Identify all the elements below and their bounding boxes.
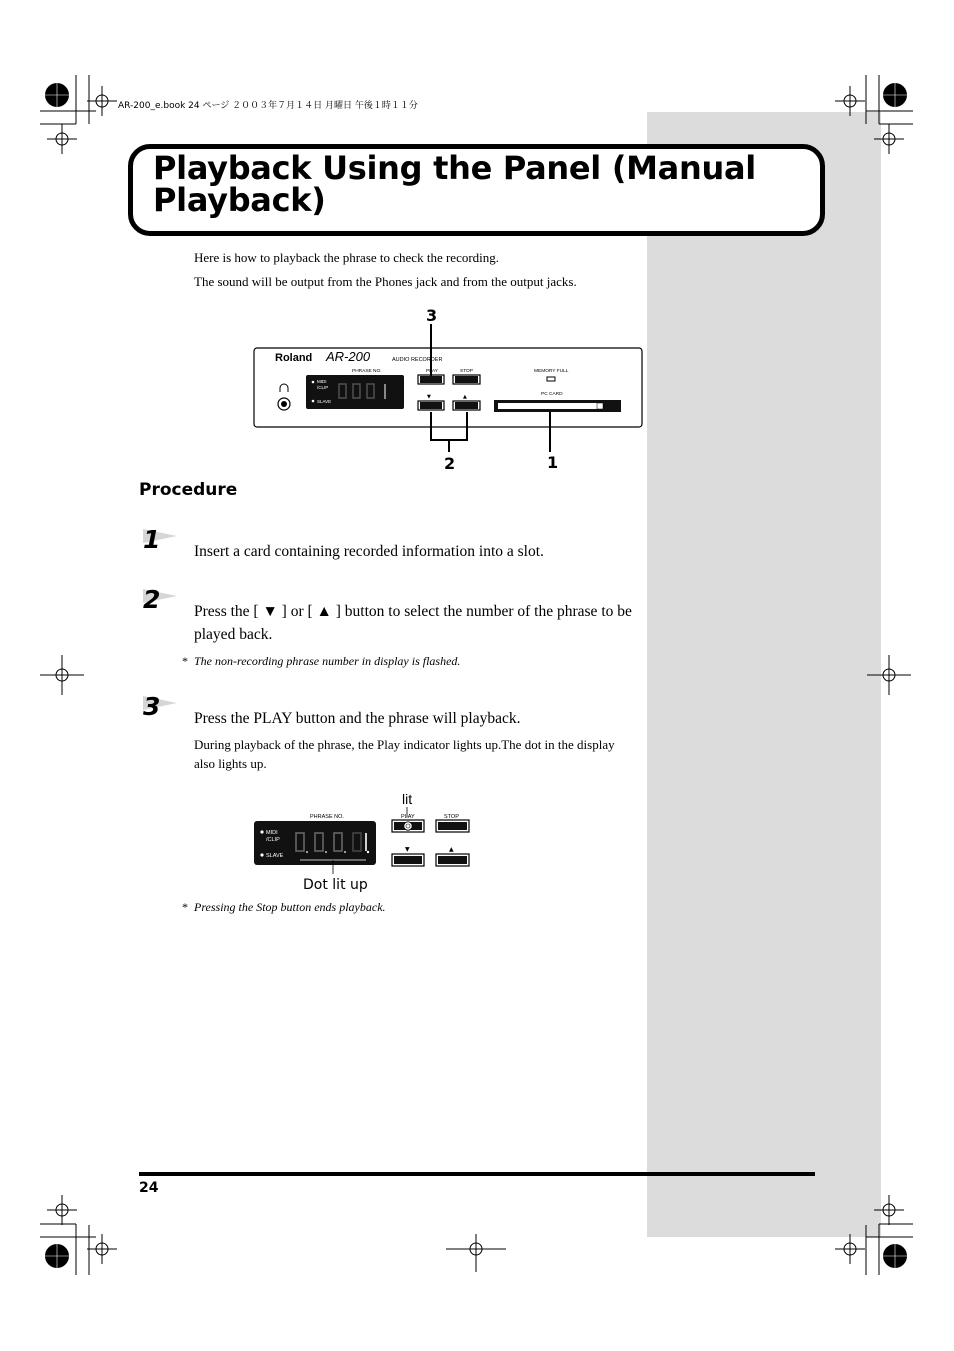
step-3-number: 3 — [143, 692, 161, 721]
midi-label: MIDI — [317, 379, 327, 384]
panel-figure — [250, 300, 650, 480]
dot-lit-label: Dot lit up — [303, 877, 368, 893]
step-2-text: Press the [ ▼ ] or [ ▲ ] button to select the number of the phrase to be played back. — [194, 603, 632, 643]
detail-phrase-no-label: PHRASE NO. — [310, 814, 344, 820]
step-2-note: The non-recording phrase number in display is flashed. — [194, 654, 461, 668]
procedure-heading: Procedure — [139, 480, 238, 500]
step-1-text: Insert a card containing recorded information into a slot. — [194, 543, 544, 560]
slave-label: SLAVE — [317, 399, 332, 404]
phrase-no-label: PHRASE NO. — [352, 369, 382, 374]
detail-down-label: ▼ — [405, 846, 410, 853]
detail-up-label: ▲ — [449, 846, 454, 853]
phones-jack — [278, 398, 290, 410]
model-name: AR-200 — [326, 349, 371, 364]
up-arrow-label: ▲ — [463, 394, 467, 400]
model-suffix: AUDIO RECORDER — [392, 357, 443, 363]
file-header-meta: AR-200_e.book 24 ページ ２００３年７月１４日 月曜日 午後１時１１分 — [118, 101, 418, 111]
memory-full-led — [547, 377, 555, 381]
lit-label: lit — [402, 791, 413, 807]
down-arrow-label: ▼ — [427, 394, 431, 400]
detail-clip-label: /CLIP — [266, 837, 280, 843]
intro-line-2: The sound will be output from the Phones jack and from the output jacks. — [194, 274, 577, 289]
memory-full-label: MEMORY FULL — [534, 369, 569, 374]
page-title: Playback Using the Panel (Manual Playback) — [153, 149, 756, 219]
step-2-number: 2 — [143, 585, 161, 614]
callout-1: 1 — [547, 453, 559, 472]
brand-logo: Roland — [275, 352, 313, 364]
final-note: Pressing the Stop button ends playback. — [194, 900, 386, 914]
step-2-note-mark: * — [182, 654, 188, 668]
detail-stop-label: STOP — [444, 814, 459, 820]
detail-slave-label: SLAVE — [266, 853, 284, 859]
callout-2: 2 — [444, 454, 456, 473]
play-indicator-lit — [404, 822, 412, 830]
clip-label: /CLIP — [317, 385, 329, 390]
play-label: PLAY — [426, 369, 438, 374]
detail-figure — [250, 788, 480, 898]
intro-line-1: Here is how to playback the phrase to check the recording. — [194, 250, 500, 265]
final-note-mark: * — [182, 900, 188, 914]
detail-play-label: PLAY — [401, 814, 415, 820]
page-number: 24 — [139, 1180, 159, 1196]
stop-label: STOP — [460, 369, 473, 374]
footer-rule — [139, 1172, 815, 1176]
step-3-detail: During playback of the phrase, the Play indicator lights up.The dot in the display also lights up. — [194, 737, 615, 771]
callout-3: 3 — [426, 306, 438, 325]
step-3-text: Press the PLAY button and the phrase will playback. — [194, 710, 521, 727]
pc-card-label: PC CARD — [541, 392, 563, 397]
step-1-number: 1 — [143, 525, 161, 554]
detail-midi-label: MIDI — [266, 830, 278, 836]
